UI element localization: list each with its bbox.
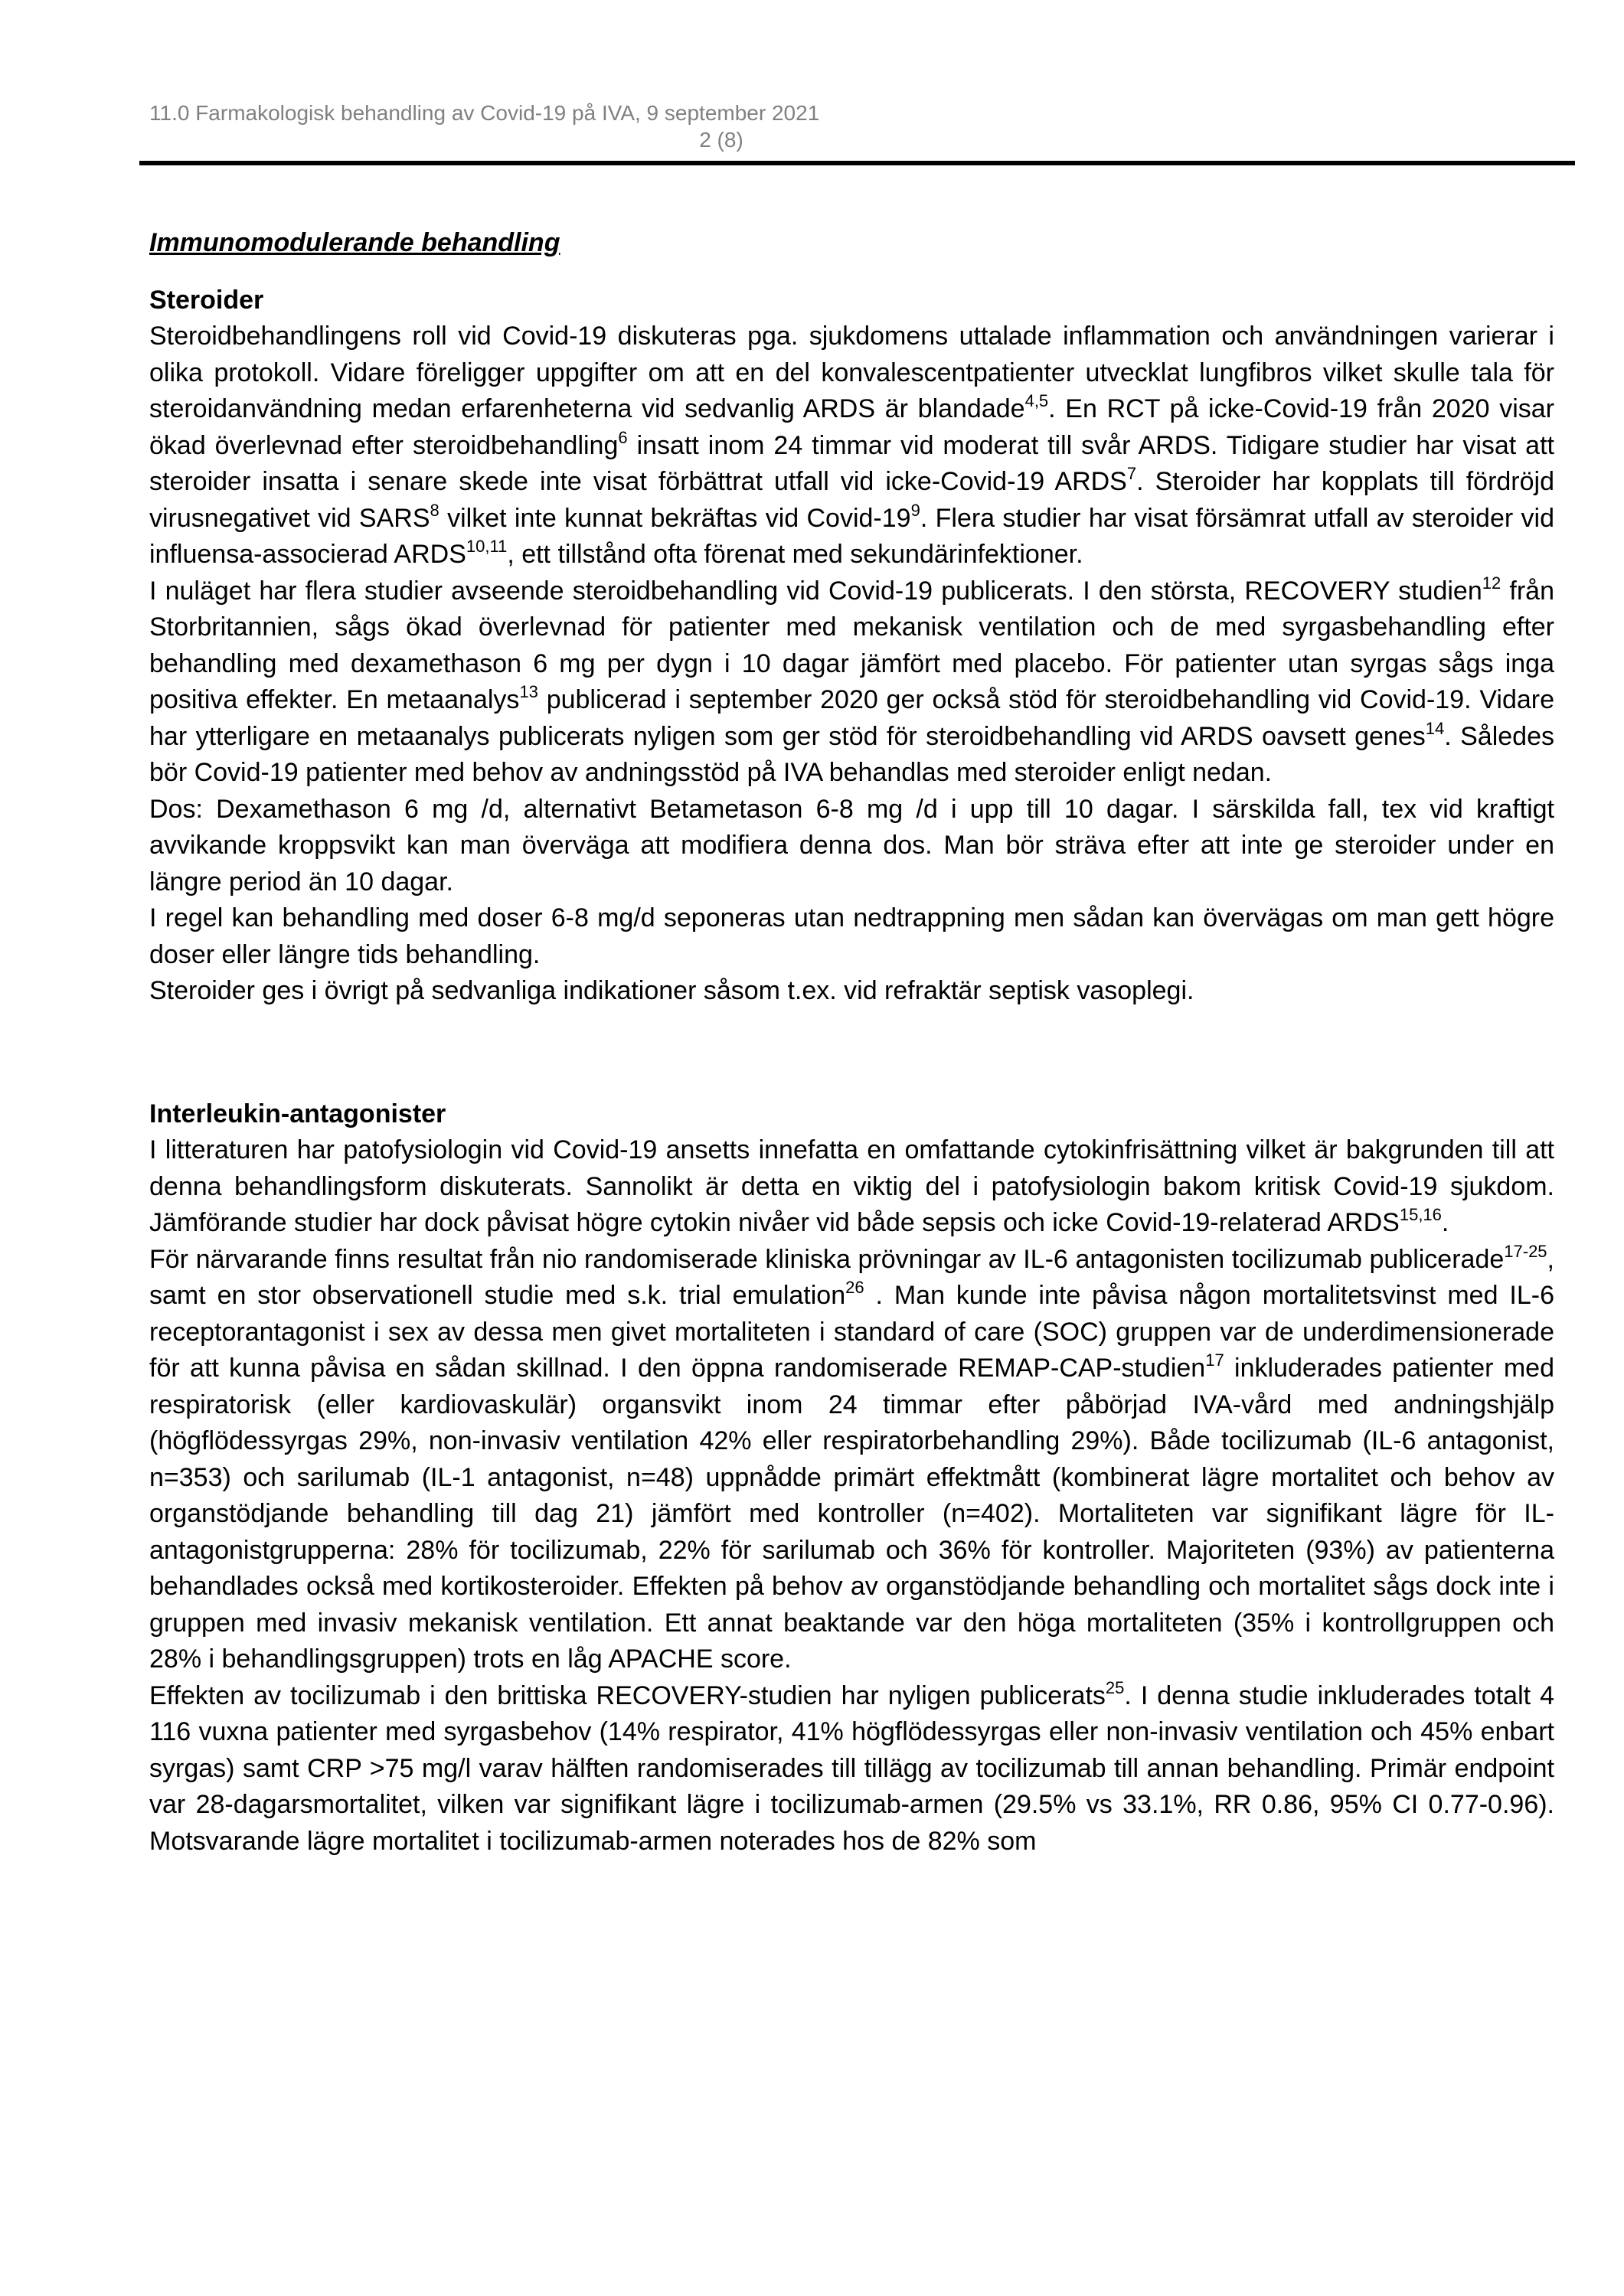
section-heading-immunomodulerande: Immunomodulerande behandling [149, 228, 560, 257]
header-page-number: 2 (8) [699, 128, 743, 152]
paragraph-steroider-studies: I nuläget har flera studier avseende steroidbehandling vid Covid-19 publicerats. I den största, RECOVERY studien$^{12}$ från Storbritannien, sågs ökad överlevnad för patienter med mekanisk ventilation och de med syrgasbehandling efter behandling med dexamethason 6 mg per dygn i 10 dagar jämfört med placebo. För patienter utan syrgas sågs inga positiva effekter. En metaanalys$^{13}$ publicerad i september 2020 ger också stöd för steroidbehandling vid Covid-19. Vidare har ytterligare en metaanalys publicerats nyligen som ger stöd för steroidbehandling vid ARDS oavsett genes$^{14}$. Således bör Covid-19 patienter med behov av andningsstöd på IVA behandlas med steroider enligt nedan. [149, 573, 1555, 787]
subsection-heading-steroider: Steroider [149, 285, 264, 315]
page-header [149, 100, 1554, 153]
paragraph-dosage: Dos: Dexamethason 6 mg /d, alternativt Betametason 6-8 mg /d i upp till 10 dagar. I särskilda fall, tex vid kraftigt avvikande kroppsvikt kan man överväga att modifiera denna dos. Man bör sträva efter att inte ge steroider under en längre period än 10 dagar. [149, 794, 1554, 897]
paragraph-steroider-overview: Steroidbehandlingens roll vid Covid-19 diskuteras pga. sjukdomens uttalade inflammation och användningen varierar i olika protokoll. Vidare föreligger uppgifter om att en del konvalescentpatienter utvecklat lungfibros vilket skulle tala för steroidanvändning medan erfarenheterna vid sedvanlig ARDS är blandade$^{4,5}$. En RCT på icke-Covid-19 från 2020 visar ökad överlevnad efter steroidbehandling$^6$ insatt inom 24 timmar vid moderat till svår ARDS. Tidigare studier har visat att steroider insatta i senare skede inte visat förbättrat utfall vid icke-Covid-19 ARDS$^7$. Steroider har kopplats till fördröjd virusnegativet vid SARS$^8$ vilket inte kunnat bekräftas vid Covid-$19^9$. Flera studier har visat försämrat utfall av steroider vid influensa-associerad ARDS$^{10,11}$, ett tillstånd ofta förenat med sekundärinfektioner. [149, 322, 1554, 569]
paragraph-recovery-tocilizumab: Effekten av tocilizumab i den brittiska RECOVERY-studien har nyligen publicerats$^{25}$. I denna studie inkluderades totalt 4 116 vuxna patienter med syrgasbehov (14% respirator, 41% högflödessyrgas eller non-invasiv ventilation och 45% enbart syrgas) samt CRP >75 mg/l varav hälften randomiserades till tillägg av tocilizumab till annan behandling. Primär endpoint var 28-dagarsmortalitet, vilken var signifikant lägre i tocilizumab-armen (29.5% vs 33.1%, RR 0.86, 95% CI 0.77-0.96). Motsvarande lägre mortalitet i tocilizumab-armen noterades hos de 82% som [149, 1677, 1554, 1856]
header-rule [139, 161, 1575, 165]
paragraph-taper: I regel kan behandling med doser 6-8 mg/d seponeras utan nedtrappning men sådan kan övervägas om man gett högre doser eller längre tids behandling. [149, 903, 1554, 969]
paragraph-interleukin-background: I litteraturen har patofysiologin vid Covid-19 ansetts innefatta en omfattande cytokinfrisättning vilket är bakgrunden till att denna behandlingsform diskuterats. Sannolikt är detta en viktig del i patofysiologin bakom kritisk Covid-19 sjukdom. Jämförande studier har dock påvisat högre cytokin nivåer vid både sepsis och icke Covid-19-relaterad ARDS$^{15,16}$. [149, 1135, 1554, 1237]
paragraph-other-indications: Steroider ges i övrigt på sedvanliga indikationer såsom t.ex. vid refraktär septisk vasoplegi. [149, 976, 1194, 1005]
header-title: 11.0 Farmakologisk behandling av Covid-19 på IVA, 9 september 2021 [149, 101, 820, 125]
subsection-heading-interleukin: Interleukin-antagonister [149, 1099, 446, 1128]
paragraph-interleukin-trials: För närvarande finns resultat från nio randomiserade kliniska prövningar av IL-6 antagonisten tocilizumab publicerade$^{17-25}$, samt en stor observationell studie med s.k. trial emulation$^{26}$ . Man kunde inte påvisa någon mortalitetsvinst med IL-6 receptorantagonist i sex av dessa men givet mortaliteten i standard of care (SOC) gruppen var de underdimensionerade för att kunna påvisa en sådan skillnad. I den öppna randomiserade REMAP-CAP-studien$^{17}$ inkluderades patienter med respiratorisk (eller kardiovaskulär) organsvikt inom 24 timmar efter påbörjad IVA-vård med andningshjälp (högflödessyrgas 29%, non-invasiv ventilation 42% eller respiratorbehandling 29%). Både tocilizumab (IL-6 antagonist, n=353) och sarilumab (IL-1 antagonist, n=48) uppnådde primärt effektmått (kombinerat lägre mortalitet och behov av organstödjande behandling till dag 21) jämfört med kontroller (n=402). Mortaliteten var signifikant lägre för IL-antagonistgrupperna: 28% för tocilizumab, 22% för sarilumab och 36% för kontroller. Majoriteten (93%) av patienterna behandlades också med kortikosteroider. Effekten på behov av organstödjande behandling och mortalitet sågs dock inte i gruppen med invasiv mekanisk ventilation. Ett annat beaktande var den höga mortaliteten (35% i kontrollgruppen och 28% i behandlingsgruppen) trots en låg APACHE score. [149, 1241, 1554, 1674]
